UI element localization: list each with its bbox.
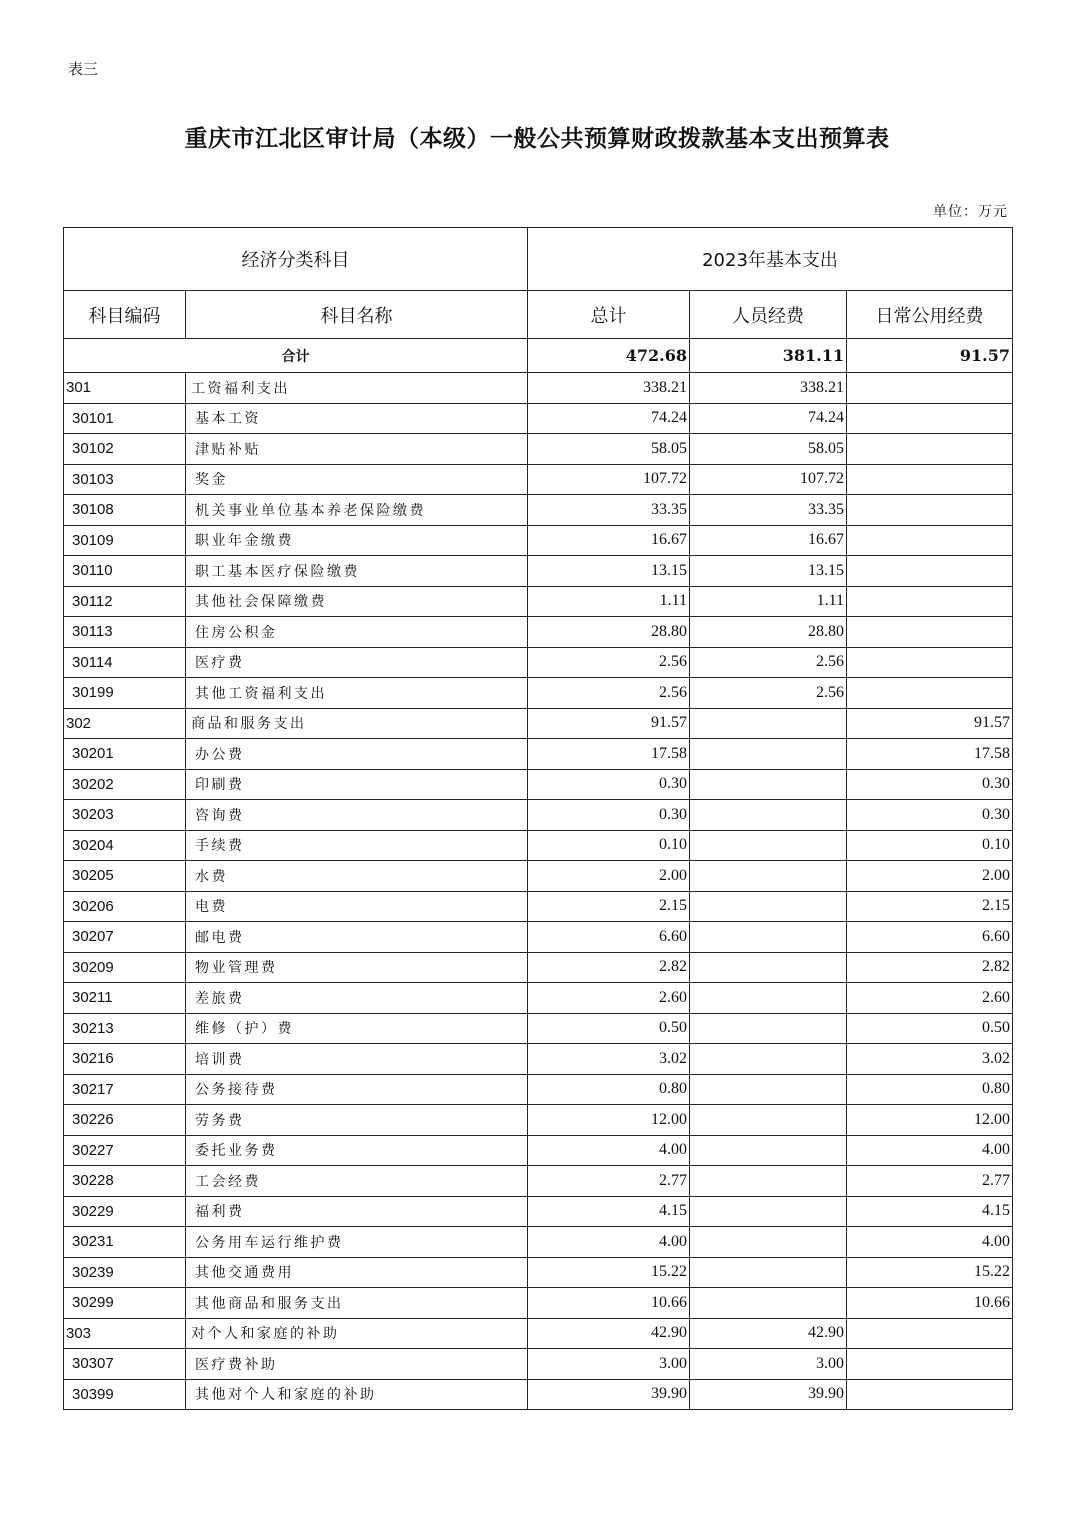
- category-group-header: 经济分类科目: [64, 228, 528, 291]
- row-code: 30299: [64, 1288, 186, 1319]
- row-name: 住房公积金: [186, 617, 528, 648]
- row-public: 2.82: [847, 952, 1013, 983]
- row-total: 0.80: [528, 1074, 690, 1105]
- row-public: [847, 1379, 1013, 1410]
- row-personnel: 39.90: [690, 1379, 847, 1410]
- row-total: 4.00: [528, 1135, 690, 1166]
- row-personnel: [690, 1135, 847, 1166]
- row-code: 30216: [64, 1044, 186, 1075]
- row-personnel: [690, 922, 847, 953]
- row-total: 74.24: [528, 403, 690, 434]
- row-name: 手续费: [186, 830, 528, 861]
- row-public: [847, 1318, 1013, 1349]
- row-code: 30199: [64, 678, 186, 709]
- row-public: [847, 403, 1013, 434]
- row-name: 委托业务费: [186, 1135, 528, 1166]
- row-name: 差旅费: [186, 983, 528, 1014]
- table-row: [64, 586, 1013, 617]
- row-code: 30101: [64, 403, 186, 434]
- table-row: [64, 952, 1013, 983]
- row-code: 30114: [64, 647, 186, 678]
- column-header-personnel: 人员经费: [690, 291, 847, 339]
- row-public: [847, 464, 1013, 495]
- row-name: 维修（护）费: [186, 1013, 528, 1044]
- row-total: 39.90: [528, 1379, 690, 1410]
- row-personnel: 338.21: [690, 373, 847, 404]
- row-public: [847, 586, 1013, 617]
- row-public: 12.00: [847, 1105, 1013, 1136]
- row-public: 0.80: [847, 1074, 1013, 1105]
- row-public: 0.10: [847, 830, 1013, 861]
- row-name: 商品和服务支出: [186, 708, 528, 739]
- row-personnel: 3.00: [690, 1349, 847, 1380]
- row-code: 303: [64, 1318, 186, 1349]
- row-personnel: [690, 891, 847, 922]
- row-personnel: [690, 983, 847, 1014]
- row-public: [847, 495, 1013, 526]
- row-name: 医疗费补助: [186, 1349, 528, 1380]
- row-code: 30108: [64, 495, 186, 526]
- row-personnel: 13.15: [690, 556, 847, 587]
- row-name: 职工基本医疗保险缴费: [186, 556, 528, 587]
- row-total: 107.72: [528, 464, 690, 495]
- row-public: 0.30: [847, 800, 1013, 831]
- table-row: [64, 1166, 1013, 1197]
- row-total: 58.05: [528, 434, 690, 465]
- row-total: 33.35: [528, 495, 690, 526]
- row-total: 2.56: [528, 647, 690, 678]
- row-code: 30204: [64, 830, 186, 861]
- total-personnel: 381.11: [690, 339, 847, 373]
- table-row: [64, 739, 1013, 770]
- total-public: 91.57: [847, 339, 1013, 373]
- row-total: 16.67: [528, 525, 690, 556]
- row-personnel: 1.11: [690, 586, 847, 617]
- budget-table: [63, 227, 1013, 1410]
- row-public: 2.60: [847, 983, 1013, 1014]
- row-code: 30113: [64, 617, 186, 648]
- row-personnel: [690, 1227, 847, 1258]
- row-total: 2.00: [528, 861, 690, 892]
- row-code: 30110: [64, 556, 186, 587]
- total-row: [64, 339, 1013, 373]
- row-personnel: 2.56: [690, 678, 847, 709]
- row-personnel: [690, 1257, 847, 1288]
- row-code: 30201: [64, 739, 186, 770]
- table-row: [64, 1288, 1013, 1319]
- row-name: 机关事业单位基本养老保险缴费: [186, 495, 528, 526]
- table-row: [64, 861, 1013, 892]
- table-row: [64, 525, 1013, 556]
- row-name: 奖金: [186, 464, 528, 495]
- row-public: 17.58: [847, 739, 1013, 770]
- table-row: [64, 495, 1013, 526]
- row-name: 劳务费: [186, 1105, 528, 1136]
- row-code: 30112: [64, 586, 186, 617]
- row-personnel: [690, 861, 847, 892]
- row-code: 30203: [64, 800, 186, 831]
- table-row: [64, 830, 1013, 861]
- table-row: [64, 1349, 1013, 1380]
- budget-group-header: 2023年基本支出: [528, 228, 1013, 291]
- row-total: 12.00: [528, 1105, 690, 1136]
- row-total: 13.15: [528, 556, 690, 587]
- row-total: 6.60: [528, 922, 690, 953]
- row-name: 其他对个人和家庭的补助: [186, 1379, 528, 1410]
- row-total: 15.22: [528, 1257, 690, 1288]
- row-code: 30209: [64, 952, 186, 983]
- row-personnel: [690, 1013, 847, 1044]
- table-row: [64, 708, 1013, 739]
- row-name: 津贴补贴: [186, 434, 528, 465]
- row-personnel: [690, 1288, 847, 1319]
- row-total: 17.58: [528, 739, 690, 770]
- table-row: [64, 769, 1013, 800]
- row-personnel: 2.56: [690, 647, 847, 678]
- row-total: 91.57: [528, 708, 690, 739]
- row-total: 10.66: [528, 1288, 690, 1319]
- row-personnel: [690, 1196, 847, 1227]
- row-name: 其他交通费用: [186, 1257, 528, 1288]
- row-code: 30399: [64, 1379, 186, 1410]
- table-row: [64, 1074, 1013, 1105]
- row-code: 301: [64, 373, 186, 404]
- row-personnel: [690, 739, 847, 770]
- row-code: 30227: [64, 1135, 186, 1166]
- row-personnel: [690, 1166, 847, 1197]
- row-personnel: 16.67: [690, 525, 847, 556]
- row-public: [847, 373, 1013, 404]
- row-public: 15.22: [847, 1257, 1013, 1288]
- table-row: [64, 1013, 1013, 1044]
- row-name: 工资福利支出: [186, 373, 528, 404]
- row-name: 职业年金缴费: [186, 525, 528, 556]
- row-total: 2.82: [528, 952, 690, 983]
- column-header-row: [64, 291, 1013, 339]
- row-code: 30207: [64, 922, 186, 953]
- row-name: 医疗费: [186, 647, 528, 678]
- row-personnel: [690, 769, 847, 800]
- row-name: 咨询费: [186, 800, 528, 831]
- row-code: 302: [64, 708, 186, 739]
- row-public: 0.50: [847, 1013, 1013, 1044]
- row-public: 4.00: [847, 1135, 1013, 1166]
- row-code: 30213: [64, 1013, 186, 1044]
- row-personnel: [690, 1074, 847, 1105]
- row-public: 10.66: [847, 1288, 1013, 1319]
- row-name: 公务用车运行维护费: [186, 1227, 528, 1258]
- row-total: 2.15: [528, 891, 690, 922]
- row-personnel: 28.80: [690, 617, 847, 648]
- row-personnel: [690, 1105, 847, 1136]
- table-row: [64, 403, 1013, 434]
- row-public: 0.30: [847, 769, 1013, 800]
- row-code: 30239: [64, 1257, 186, 1288]
- row-personnel: [690, 952, 847, 983]
- row-total: 4.15: [528, 1196, 690, 1227]
- row-public: 3.02: [847, 1044, 1013, 1075]
- unit-label: 单位：万元: [933, 204, 1008, 220]
- row-public: [847, 525, 1013, 556]
- row-name: 印刷费: [186, 769, 528, 800]
- total-value: 472.68: [528, 339, 690, 373]
- row-name: 培训费: [186, 1044, 528, 1075]
- table-row: [64, 1257, 1013, 1288]
- row-total: 42.90: [528, 1318, 690, 1349]
- row-public: [847, 1349, 1013, 1380]
- row-personnel: [690, 1044, 847, 1075]
- row-name: 基本工资: [186, 403, 528, 434]
- table-row: [64, 647, 1013, 678]
- row-name: 其他社会保障缴费: [186, 586, 528, 617]
- total-label: 合计: [64, 339, 528, 373]
- row-personnel: [690, 830, 847, 861]
- row-personnel: 33.35: [690, 495, 847, 526]
- table-row: [64, 373, 1013, 404]
- table-row: [64, 1196, 1013, 1227]
- table-row: [64, 617, 1013, 648]
- row-personnel: 107.72: [690, 464, 847, 495]
- row-public: 2.15: [847, 891, 1013, 922]
- row-code: 30226: [64, 1105, 186, 1136]
- row-personnel: 74.24: [690, 403, 847, 434]
- table-row: [64, 1135, 1013, 1166]
- group-header-row: [64, 228, 1013, 291]
- table-row: [64, 1227, 1013, 1258]
- row-total: 2.60: [528, 983, 690, 1014]
- row-code: 30206: [64, 891, 186, 922]
- row-code: 30229: [64, 1196, 186, 1227]
- row-code: 30307: [64, 1349, 186, 1380]
- table-row: [64, 891, 1013, 922]
- row-name: 对个人和家庭的补助: [186, 1318, 528, 1349]
- row-code: 30202: [64, 769, 186, 800]
- row-code: 30205: [64, 861, 186, 892]
- row-total: 0.10: [528, 830, 690, 861]
- row-total: 338.21: [528, 373, 690, 404]
- row-name: 水费: [186, 861, 528, 892]
- row-total: 0.50: [528, 1013, 690, 1044]
- table-row: [64, 800, 1013, 831]
- row-public: 2.77: [847, 1166, 1013, 1197]
- row-personnel: 42.90: [690, 1318, 847, 1349]
- row-total: 1.11: [528, 586, 690, 617]
- row-total: 3.00: [528, 1349, 690, 1380]
- row-name: 办公费: [186, 739, 528, 770]
- row-code: 30231: [64, 1227, 186, 1258]
- row-name: 公务接待费: [186, 1074, 528, 1105]
- row-total: 0.30: [528, 769, 690, 800]
- row-public: 4.00: [847, 1227, 1013, 1258]
- row-public: 2.00: [847, 861, 1013, 892]
- row-name: 其他商品和服务支出: [186, 1288, 528, 1319]
- row-public: 6.60: [847, 922, 1013, 953]
- row-total: 2.77: [528, 1166, 690, 1197]
- row-name: 物业管理费: [186, 952, 528, 983]
- row-name: 福利费: [186, 1196, 528, 1227]
- row-code: 30217: [64, 1074, 186, 1105]
- document-title: 重庆市江北区审计局（本级）一般公共预算财政拨款基本支出预算表: [184, 125, 890, 152]
- table-row: [64, 922, 1013, 953]
- row-code: 30103: [64, 464, 186, 495]
- table-row: [64, 1105, 1013, 1136]
- column-header-public: 日常公用经费: [847, 291, 1013, 339]
- table-row: [64, 1379, 1013, 1410]
- row-public: [847, 678, 1013, 709]
- row-public: 91.57: [847, 708, 1013, 739]
- table-row: [64, 1044, 1013, 1075]
- row-personnel: [690, 800, 847, 831]
- row-code: 30102: [64, 434, 186, 465]
- row-code: 30211: [64, 983, 186, 1014]
- row-code: 30228: [64, 1166, 186, 1197]
- row-public: 4.15: [847, 1196, 1013, 1227]
- row-public: [847, 556, 1013, 587]
- table-row: [64, 556, 1013, 587]
- row-total: 2.56: [528, 678, 690, 709]
- row-public: [847, 617, 1013, 648]
- row-personnel: 58.05: [690, 434, 847, 465]
- row-name: 邮电费: [186, 922, 528, 953]
- table-row: [64, 464, 1013, 495]
- column-header-total: 总计: [528, 291, 690, 339]
- row-total: 28.80: [528, 617, 690, 648]
- row-code: 30109: [64, 525, 186, 556]
- row-public: [847, 647, 1013, 678]
- row-total: 0.30: [528, 800, 690, 831]
- row-personnel: [690, 708, 847, 739]
- table-row: [64, 678, 1013, 709]
- table-row: [64, 434, 1013, 465]
- row-total: 3.02: [528, 1044, 690, 1075]
- table-row: [64, 983, 1013, 1014]
- table-label: 表三: [68, 60, 99, 78]
- table-row: [64, 1318, 1013, 1349]
- column-header-code: 科目编码: [64, 291, 186, 339]
- row-total: 4.00: [528, 1227, 690, 1258]
- row-name: 其他工资福利支出: [186, 678, 528, 709]
- row-name: 工会经费: [186, 1166, 528, 1197]
- column-header-name: 科目名称: [186, 291, 528, 339]
- row-public: [847, 434, 1013, 465]
- row-name: 电费: [186, 891, 528, 922]
